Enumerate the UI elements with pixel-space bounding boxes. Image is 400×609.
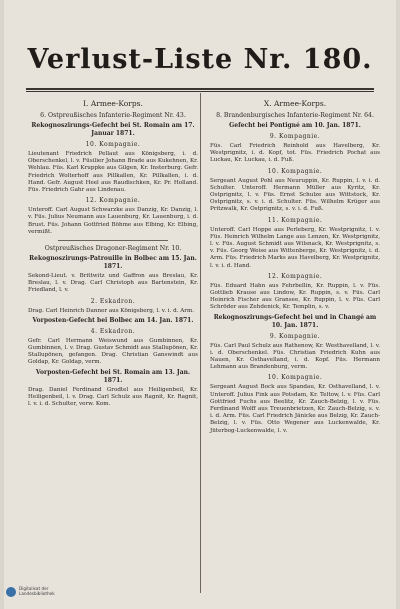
library-credit bbox=[19, 586, 55, 596]
regiment-heading: 6. Ostpreußisches Infanterie-Regiment Nr. 43. bbox=[40, 112, 186, 119]
casualty-paragraph: Gefr. Carl Hermann Weiswund aus Gumbinnen, Kr. Gumbinnen, l. v. Drag. Gustav Schmidt aus Stallupönen, Kr. Stallupönen, gefangen. Drag. Christian Ganswindt aus Goldap, Kr. Goldap, verm. bbox=[28, 337, 198, 366]
left-column bbox=[28, 97, 198, 410]
regiment-heading: 8. Brandenburgisches Infanterie-Regiment Nr. 64. bbox=[216, 112, 374, 119]
casualty-paragraph: Unteroff. Carl Hoppe aus Perleberg, Kr. Westprignitz, l. v. Füs. Heinrich Wilhelm Lange aus Lenzen, Kr. Westprignitz, l. v. Füs. August Schmidt aus Wilsnack, Kr. Westprignitz, s. v. Füs. Georg Weise aus Wittenberge, Kr. Westprignitz, i. d. Arm. Füs. Friedrich Marks aus Havelberg, Kr. Westprignitz, l. v. i. d. Hand. bbox=[210, 226, 380, 269]
engagement-heading: Vorposten-Gefecht bei St. Romain am 13. Jan. 1871. bbox=[35, 368, 191, 384]
company-heading: 11. Kompagnie. bbox=[267, 216, 323, 224]
company-heading: 2. Eskadron. bbox=[90, 297, 136, 305]
title-rule-thin bbox=[26, 91, 374, 92]
title-rule bbox=[26, 88, 374, 90]
engagement-heading: Gefecht bei Pontigné am 10. Jan. 1871. bbox=[229, 122, 361, 129]
casualty-paragraph: Unteroff. Carl August Schwarzke aus Danzig, Kr. Danzig, l. v. Füs. Julius Neumann aus Lauenburg, Kr. Lauenburg, i. d. Brust. Füs. Johann Gottfried Böhme aus Elbing, Kr. Elbing, vermißt. bbox=[28, 207, 198, 235]
section-divider bbox=[58, 240, 168, 241]
column-separator bbox=[200, 93, 201, 593]
company-heading: 10. Kompagnie. bbox=[267, 374, 323, 382]
casualty-paragraph: Drag. Carl Heinrich Danner aus Königsberg, l. v. i. d. Arm. bbox=[28, 307, 195, 314]
corps-heading: X. Armee-Korps. bbox=[263, 99, 327, 108]
casualty-paragraph: Füs. Carl Friedrich Reinhold aus Havelberg, Kr. Westprignitz, i. d. Kopf, tot. Füs. Friedrich Pochat aus Luckau, Kr. Luckau, i. d. Fuß. bbox=[210, 143, 380, 164]
document-page bbox=[4, 0, 396, 609]
casualty-paragraph: Sergeant August Bock aus Spandau, Kr. Osthavelland, l. v. Unteroff. Julius Fink aus Potsdam, Kr. Teltow, l. v. Füs. Carl Gottfried Fuchs aus Beelitz, Kr. Zauch-Belzig, l. v. Füs. Ferdinand Wolff aus Treuenbrietzen, Kr. Zauch-Belzig, s. v. i. d. Arm. Füs. Carl Friedrich Jänicke aus Belzig, Kr. Zauch-Belzig, l. v. Füs. Otto Wegener aus Luckenwalde, Kr. Jüterbog-Luckenwalde, l. v. bbox=[210, 384, 380, 434]
casualty-paragraph: Sekond-Lieut. v. Brittwitz und Gaffron aus Breslau, Kr. Breslau, l. v. Drag. Carl Christoph aus Bartenstein, Kr. Friedland, l. v. bbox=[28, 273, 198, 294]
library-credit-line2: Landesbibliothek bbox=[19, 591, 55, 596]
casualty-paragraph: Drag. Daniel Ferdinand Grodtel aus Heiligenbeil, Kr. Heiligenbeil, l. v. Drag. Carl Schulz aus Ragnit, Kr. Ragnit, l. v. i. d. Schulter, verw. Kom. bbox=[28, 386, 198, 408]
casualty-paragraph: Lieutenant Friedrich Pellaut aus Königsberg, i. d. Oberschenkel, l. v. Füsilier Johann Brade aus Kukehnen, Kr. Wehlau. Füs. Karl Kruppke aus Gilgen, Kr. Insterburg. Gefr. Friedrich Wolterhoff aus Pillkallen, Kr. Pillkallen, i. d. Hand. Gefr. August Heel aus Raudischken, Kr. Pr. Holland. Füs. Friedrich Gahr aus Lindenau. bbox=[28, 151, 198, 194]
engagement-heading: Rekognoszirungs-Patrouille in Bolbec am 15. Jan. 1871. bbox=[29, 255, 197, 271]
casualty-paragraph: Füs. Eduard Hahn aus Fehrbellin, Kr. Ruppin, l. v. Füs. Gottlieb Krause aus Lindow, Kr. Ruppin, s. v. Füs. Carl Heinrich Fischer aus Gransee, Kr. Ruppin, l. v. Füs. Carl Schröder aus Zehdenick, Kr. Templin, s. v. bbox=[210, 282, 380, 311]
library-credit-line1: Digitalisat der bbox=[19, 586, 49, 591]
company-heading: 10. Kompagnie. bbox=[85, 141, 141, 148]
company-heading: 10. Kompagnie. bbox=[267, 167, 323, 175]
right-column bbox=[210, 97, 380, 437]
page-title: Verlust-Liste Nr. 180. bbox=[27, 44, 373, 75]
engagement-heading: Rekognoszirungs-Gefecht bei St. Romain am 17. Januar 1871. bbox=[31, 122, 195, 137]
regiment-heading: Ostpreußisches Dragoner-Regiment Nr. 10. bbox=[44, 245, 182, 253]
company-heading: 12. Kompagnie. bbox=[267, 272, 323, 280]
company-heading: 9. Kompagnie. bbox=[269, 332, 321, 340]
corps-heading: I. Armee-Korps. bbox=[83, 99, 143, 108]
company-heading: 12. Kompagnie. bbox=[85, 197, 141, 205]
engagement-heading: Vorposten-Gefecht bei Bolbec am 14. Jan. 1871. bbox=[32, 316, 194, 324]
casualty-paragraph: Sergeant August Pohl aus Neuruppin, Kr. Ruppin, l. v. i. d. Schulter. Unteroff. Hermann Müller aus Kyritz, Kr. Ostprignitz, l. v. Füs. Ernst Schulze aus Wittstock, Kr. Ostprignitz, s. v. i. d. Schulter. Füs. Wilhelm Krüger aus Pritzwalk, Kr. Ostprignitz, s. v. i. d. Fuß. bbox=[210, 177, 380, 213]
company-heading: 4. Eskadron. bbox=[90, 327, 136, 335]
library-logo-icon bbox=[6, 587, 16, 597]
company-heading: 9. Kompagnie. bbox=[269, 133, 321, 140]
casualty-paragraph: Füs. Carl Paul Schulz aus Rathenow, Kr. Westhavelland, l. v. i. d. Oberschenkel. Füs. Christian Friedrich Kuhn aus Nauen, Kr. Osthavelland, i. d. Kopf. Füs. Hermann Lehmann aus Brandenburg, verm. bbox=[210, 342, 380, 371]
engagement-heading: Rekognoszirungs-Gefecht bei und in Changé am 10. Jan. 1871. bbox=[213, 313, 377, 329]
